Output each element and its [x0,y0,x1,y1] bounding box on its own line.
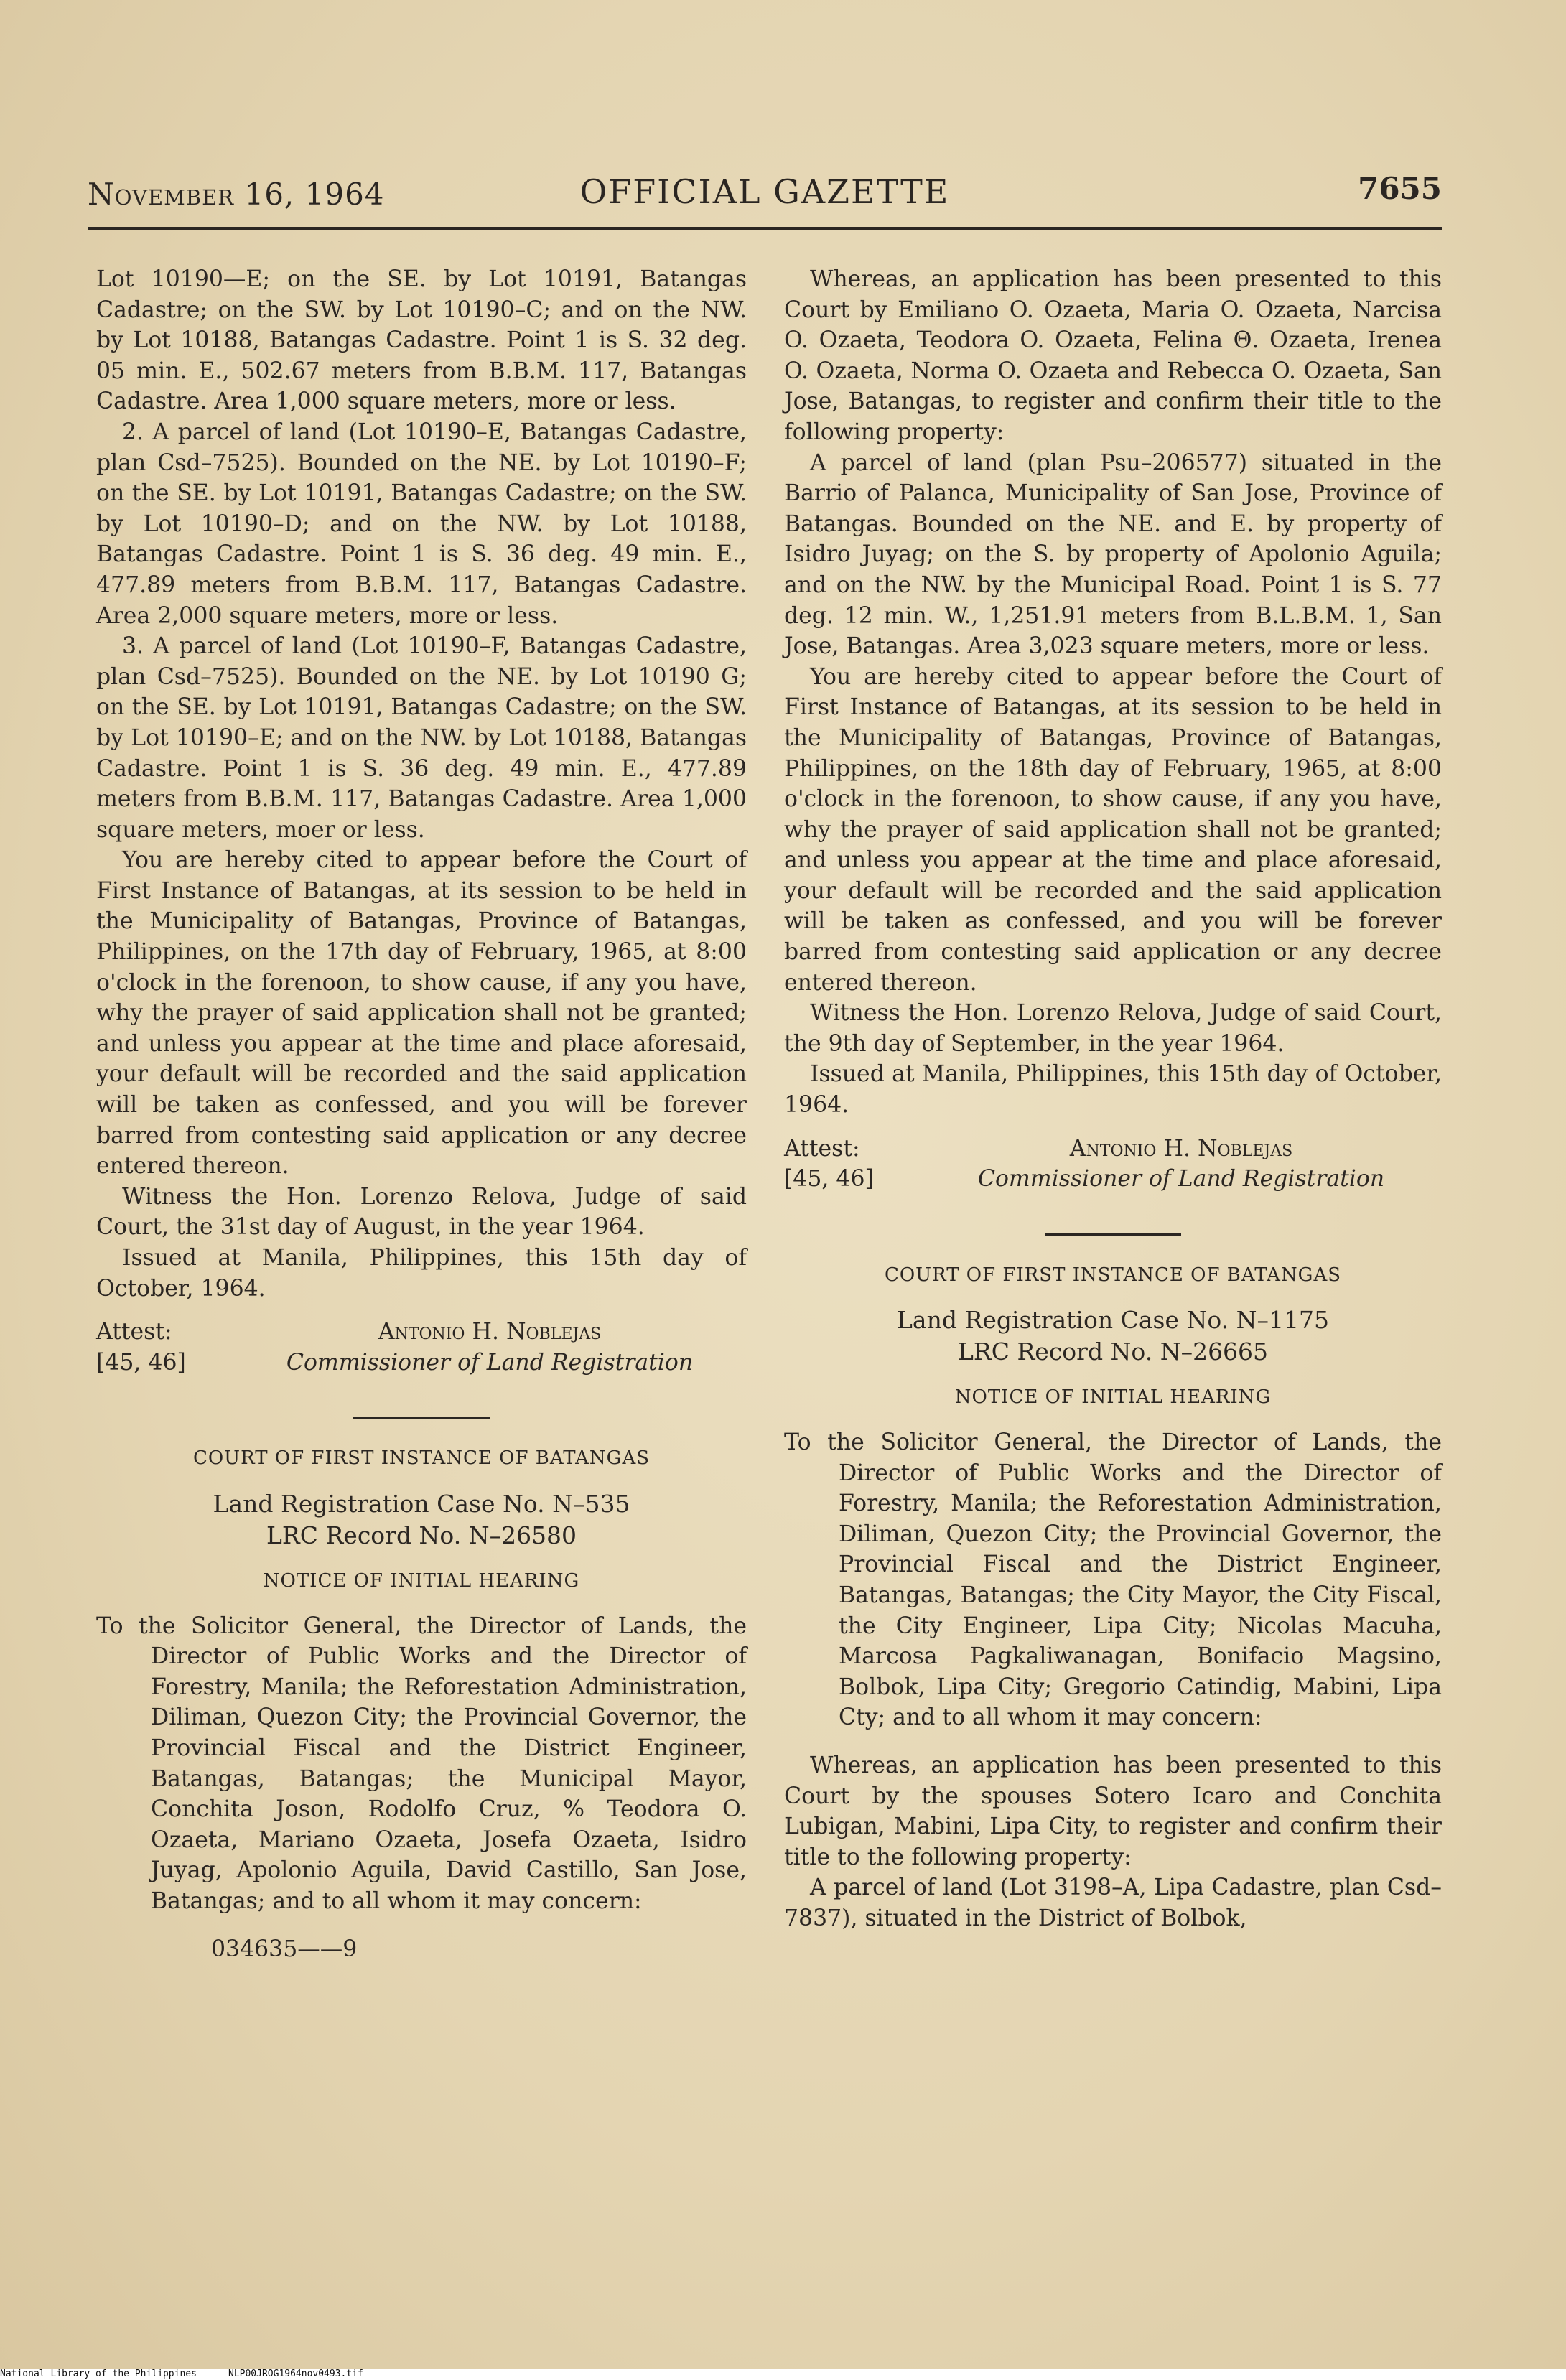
signature-row [784,1164,1442,1195]
attest-block [96,1317,747,1348]
signatory-title: Commissioner of Land Registration [286,1349,694,1376]
signature-row [96,1348,747,1378]
header-rule [88,227,1442,230]
issue-ref: [45, 46] [96,1349,186,1376]
footer-source: National Library of the Philippines [0,2369,197,2379]
issue-ref: [45, 46] [784,1166,874,1193]
paragraph: You are hereby cited to appear before the Court of First Instance of Batangas, at its session to be held in the Municipality of Batangas, Province of Batangas, Philippines, on the 17th day of February, 1965, at 8:00 o'clock in the forenoon, to show cause, if any you have, why the prayer of said application shall not be granted; and unless you appear at the time and place aforesaid, your default will be recorded and the said application will be taken as confessed, and you will be forever barred from contesting said application or any decree entered thereon. [96,847,747,1180]
addressee: To the Solicitor General, the Director of Lands, the Director of Public Works and the Director of Forestry, Manila; the Reforestation Administration, Diliman, Quezon City; the Provincial Governor, the Provincial Fiscal and the District Engineer, Batangas, Batangas; the Municipal Mayor, Conchita Joson, Rodolfo Cruz, % Teodora O. Ozaeta, Mariano Ozaeta, Josefa Ozaeta, Isidro Juyag, Apolonio Aguila, David Castillo, San Jose, Batangas; and to all whom it may concern: [96,1613,747,1914]
court-heading: COURT OF FIRST INSTANCE OF BATANGAS [192,1447,651,1470]
paragraph: A parcel of land (Lot 3198–A, Lipa Cadastre, plan Csd–7837), situated in the District of Bolbok, [784,1875,1442,1931]
paragraph: Whereas, an application has been presented to this Court by Emiliano O. Ozaeta, Maria O. Ozaeta, Narcisa O. Ozaeta, Teodora O. Ozaeta, Felina Θ. Ozaeta, Irenea O. Ozaeta, Norma O. Ozaeta and Rebecca O. Ozaeta, San Jose, Batangas, to register and confirm their title to the following property: [784,266,1442,445]
attest-name: Antonio H. Noblejas [1069,1135,1293,1162]
attest-block [784,1134,1442,1165]
right-column [784,264,1442,1934]
lrc-record-number: LRC Record No. N–26665 [957,1338,1269,1366]
attest-label: Attest: [96,1319,172,1345]
court-heading: COURT OF FIRST INSTANCE OF BATANGAS [884,1264,1342,1286]
attest-name: Antonio H. Noblejas [378,1319,602,1345]
paragraph: A parcel of land (plan Psu–206577) situated in the Barrio of Palanca, Municipality of San Jose, Province of Batangas. Bounded on the NE. and E. by property of Isidro Juyag; on the S. by property of Apolonio Aguila; and on the NW. by the Municipal Road. Point 1 is S. 77 deg. 12 min. W., 1,251.91 meters from B.L.B.M. 1, San Jose, Batangas. Area 3,023 square meters, more or less. [784,449,1442,660]
signatory-title: Commissioner of Land Registration [977,1166,1385,1193]
header-title: OFFICIAL GAZETTE [579,172,950,211]
addressee: To the Solicitor General, the Director of Lands, the Director of Public Works and the Director of Forestry, Manila; the Reforestation Administration, Diliman, Quezon City; the Provincial Governor, the Provincial Fiscal and the District Engineer, Batangas, Batangas; the City Mayor, the City Fiscal, the City Engineer, Lipa City; Nicolas Macuha, Marcosa Pagkaliwanagan, Bonifacio Magsino, Bolbok, Lipa City; Gregorio Catindig, Mabini, Lipa Cty; and to all whom it may concern: [784,1429,1442,1731]
page-number: 7655 [1358,171,1442,206]
notice-heading: NOTICE OF INITIAL HEARING [954,1386,1272,1409]
paragraph: Whereas, an application has been presented to this Court by the spouses Sotero Icaro and Conchita Lubigan, Mabini, Lipa City, to register and confirm their title to the following property: [784,1752,1442,1870]
paragraph: 3. A parcel of land (Lot 10190–F, Batangas Cadastre, plan Csd–7525). Bounded on the NE. by Lot 10190 G; on the SE. by Lot 10191, Batangas Cadastre; on the SW. by Lot 10190–E; and on the NW. by Lot 10188, Batangas Cadastre. Point 1 is S. 36 deg. 49 min. E., 477.89 meters from B.B.M. 117, Batangas Cadastre. Area 1,000 square meters, moer or less. [96,633,747,843]
paragraph: You are hereby cited to appear before the Court of First Instance of Batangas, at its session to be held in the Municipality of Batangas, Province of Batangas, Philippines, on the 18th day of February, 1965, at 8:00 o'clock in the forenoon, to show cause, if any you have, why the prayer of said application shall not be granted; and unless you appear at the time and place aforesaid, your default will be recorded and the said application will be taken as confessed, and you will be forever barred from contesting said application or any decree entered thereon. [784,663,1442,996]
paragraph: 2. A parcel of land (Lot 10190–E, Batangas Cadastre, plan Csd–7525). Bounded on the NE. by Lot 10190–F; on the SE. by Lot 10191, Batangas Cadastre; on the SW. by Lot 10190–D; and on the NW. by Lot 10188, Batangas Cadastre. Point 1 is S. 36 deg. 49 min. E., 477.89 meters from B.B.M. 117, Batangas Cadastre. Area 2,000 square meters, more or less. [96,419,747,629]
lrc-record-number: LRC Record No. N–26580 [266,1521,577,1549]
paragraph: Issued at Manila, Philippines, this 15th day of October, 1964. [96,1245,747,1302]
paragraph: Witness the Hon. Lorenzo Relova, Judge of said Court, the 31st day of August, in the year 1964. [96,1183,747,1241]
case-number: Land Registration Case No. N–535 [213,1489,630,1518]
header-date: November 16, 1964 [88,177,385,212]
page-header [88,171,1442,221]
left-column [96,264,747,1964]
attest-label: Attest: [784,1135,860,1162]
scan-footer [0,2369,1566,2380]
case-number: Land Registration Case No. N–1175 [897,1306,1329,1335]
paragraph: Witness the Hon. Lorenzo Relova, Judge of said Court, the 9th day of September, in the year 1964. [784,1000,1442,1057]
paragraph: Issued at Manila, Philippines, this 15th day of October, 1964. [784,1061,1442,1119]
paragraph: Lot 10190—E; on the SE. by Lot 10191, Batangas Cadastre; on the SW. by Lot 10190–C; and on the NW. by Lot 10188, Batangas Cadastre. Point 1 is S. 32 deg. 05 min. E., 502.67 meters from B.B.M. 117, Batangas Cadastre. Area 1,000 square meters, more or less. [96,266,747,415]
notice-heading: NOTICE OF INITIAL HEARING [263,1569,580,1592]
footer-filename: NLP00JROG1964nov0493.tif [228,2369,363,2379]
section-divider [1045,1233,1181,1236]
section-divider [353,1417,490,1419]
serial-number: 034635——9 [211,1936,358,1962]
